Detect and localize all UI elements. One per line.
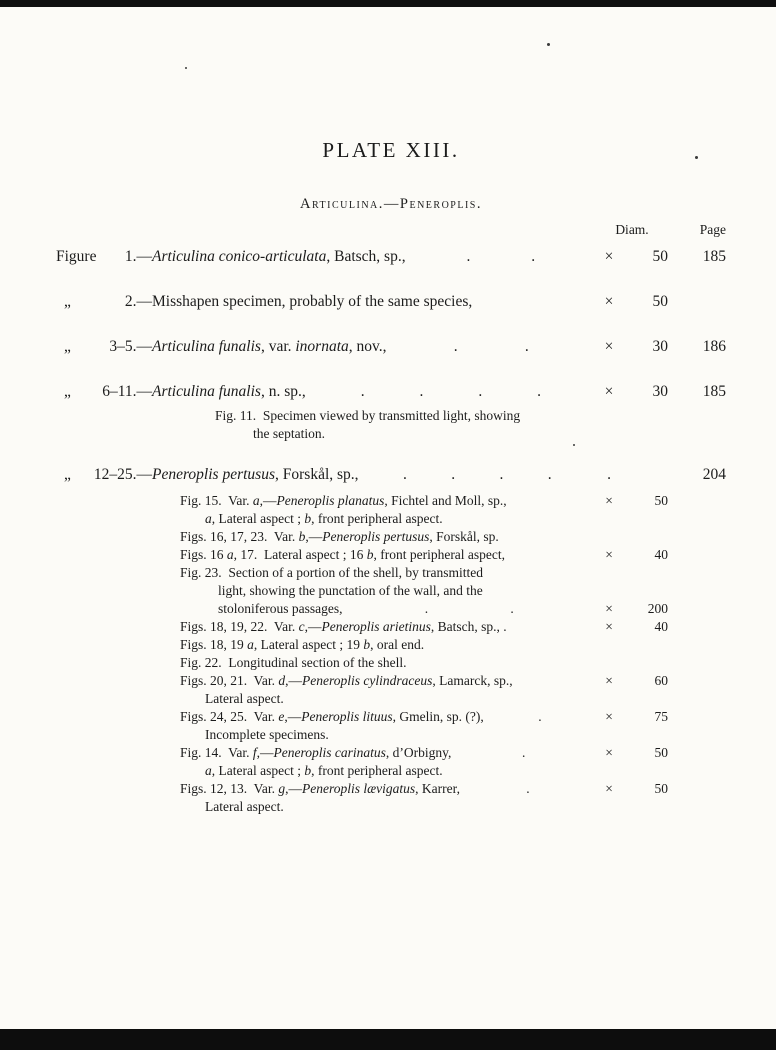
diameter-value: 75 bbox=[654, 709, 668, 724]
figure-number: 2.— bbox=[124, 293, 152, 310]
species-name: b bbox=[298, 529, 306, 544]
species-name: a bbox=[226, 547, 234, 562]
leader-dots bbox=[484, 708, 596, 726]
entry-text bbox=[218, 600, 342, 618]
sub-entry-row bbox=[56, 546, 726, 564]
entry-label: „ bbox=[64, 466, 71, 483]
text-segment: light, showing the punctation of the wall, and the bbox=[218, 583, 483, 598]
entry-text bbox=[205, 798, 284, 816]
multiplication-sign: × bbox=[604, 383, 614, 400]
text-segment: stoloniferous passages, bbox=[218, 601, 343, 616]
entry-text bbox=[180, 618, 507, 636]
leader-dot: . bbox=[547, 466, 552, 483]
text-segment: Figs. 24, 25. Var. bbox=[180, 709, 279, 724]
multiplication-sign: × bbox=[605, 619, 613, 634]
entry-label: „ bbox=[64, 383, 71, 400]
text-segment: ,— bbox=[305, 529, 323, 544]
entry-text bbox=[152, 292, 472, 311]
species-name: Peneroplis lituus bbox=[301, 709, 393, 724]
scan-edge-bar-bottom bbox=[0, 1029, 776, 1050]
page-column-header: Page bbox=[699, 222, 726, 237]
species-name: Articulina funalis bbox=[152, 338, 261, 355]
leader-dot: . bbox=[478, 383, 483, 400]
sub-entry-row bbox=[56, 762, 726, 780]
text-segment: , Lateral aspect ; bbox=[211, 511, 305, 526]
text-segment: ,— bbox=[304, 619, 322, 634]
sub-entry-row bbox=[56, 510, 726, 528]
species-name: Peneroplis pertusus bbox=[152, 466, 275, 483]
multiplication-sign: × bbox=[604, 338, 614, 355]
entry-text bbox=[180, 492, 507, 510]
text-segment: Figs. 18, 19, 22. Var. bbox=[180, 619, 299, 634]
leader-dot: . bbox=[522, 745, 526, 760]
species-name: a bbox=[205, 763, 212, 778]
multiplication-sign: × bbox=[605, 709, 613, 724]
entry-text bbox=[152, 465, 359, 484]
text-segment: ,— bbox=[285, 673, 303, 688]
entry-text bbox=[180, 708, 484, 726]
figure-list bbox=[56, 247, 726, 816]
sub-entry-row bbox=[56, 672, 726, 690]
multiplication-sign: × bbox=[605, 673, 613, 688]
sub-entry-row bbox=[56, 780, 726, 798]
figure-note-row bbox=[56, 407, 726, 425]
text-segment: Incomplete specimens. bbox=[205, 727, 329, 742]
text-segment: the septation. bbox=[253, 426, 325, 441]
leader-dot: . bbox=[537, 383, 542, 400]
leader-dot: . bbox=[531, 248, 536, 265]
multiplication-sign: × bbox=[605, 547, 613, 562]
text-segment: Figs. 16, 17, 23. Var. bbox=[180, 529, 299, 544]
leader-dots bbox=[342, 600, 596, 618]
column-header-spacer bbox=[56, 222, 596, 238]
sub-entry-row bbox=[56, 528, 726, 546]
text-segment: , Lateral aspect ; 19 bbox=[253, 637, 364, 652]
text-segment: Figs. 16 bbox=[180, 547, 227, 562]
diameter-value: 60 bbox=[654, 673, 668, 688]
text-segment: , Batsch, sp., bbox=[326, 248, 406, 265]
text-segment: , Fichtel and Moll, sp., bbox=[384, 493, 507, 508]
leader-dot: . bbox=[453, 338, 458, 355]
leader-dots bbox=[406, 247, 596, 266]
text-segment: ,— bbox=[256, 745, 274, 760]
page-number: 185 bbox=[702, 383, 726, 400]
species-name: Peneroplis lævigatus bbox=[302, 781, 416, 796]
leader-dot: . bbox=[510, 601, 514, 616]
species-name: b bbox=[363, 637, 371, 652]
text-segment: Misshapen specimen, probably of the same species, bbox=[152, 293, 473, 310]
leader-dot: . bbox=[451, 466, 456, 483]
sub-entry-row bbox=[56, 690, 726, 708]
leader-dot: . bbox=[499, 466, 504, 483]
text-segment: ,— bbox=[284, 709, 302, 724]
species-name: g bbox=[278, 781, 286, 796]
leader-dot: . bbox=[524, 338, 529, 355]
leader-dots bbox=[387, 337, 596, 356]
entry-text bbox=[218, 582, 483, 600]
text-segment: , Batsch, sp., . bbox=[430, 619, 507, 634]
text-segment: Fig. 22. Longitudinal section of the shell. bbox=[180, 655, 407, 670]
text-segment: Figs. 18, 19 bbox=[180, 637, 248, 652]
leader-dots bbox=[451, 744, 596, 762]
multiplication-sign: × bbox=[604, 248, 614, 265]
text-segment: Lateral aspect. bbox=[205, 691, 284, 706]
entry-text bbox=[205, 690, 284, 708]
multiplication-sign: × bbox=[605, 781, 613, 796]
diameter-value: 200 bbox=[647, 601, 668, 616]
text-segment: , front peripheral aspect, bbox=[373, 547, 506, 562]
text-segment: , Forskål, sp. bbox=[429, 529, 499, 544]
entry-text bbox=[152, 337, 387, 356]
diameter-value: 30 bbox=[652, 383, 668, 400]
entry-label: „ bbox=[64, 338, 71, 355]
diameter-value: 50 bbox=[654, 493, 668, 508]
diameter-value: 50 bbox=[652, 248, 668, 265]
text-segment: , oral end. bbox=[370, 637, 425, 652]
sub-entry-row bbox=[56, 564, 726, 582]
diameter-value: 50 bbox=[654, 781, 668, 796]
text-segment: , Forskål, sp., bbox=[275, 466, 359, 483]
entry-text bbox=[152, 382, 306, 401]
species-name: a bbox=[205, 511, 212, 526]
text-segment: Figs. 20, 21. Var. bbox=[180, 673, 279, 688]
figure-number: 6–11.— bbox=[102, 383, 152, 400]
text-segment: Fig. 23. Section of a portion of the shell, by transmitted bbox=[180, 565, 483, 580]
entry-text bbox=[180, 546, 505, 564]
entry-text bbox=[205, 762, 443, 780]
text-segment: ,— bbox=[285, 781, 303, 796]
column-headers bbox=[56, 222, 726, 238]
leader-dot: . bbox=[402, 466, 407, 483]
text-segment: , 17. Lateral aspect ; 16 bbox=[233, 547, 367, 562]
page-number: 204 bbox=[702, 466, 726, 483]
text-segment: , front peripheral aspect. bbox=[311, 763, 443, 778]
sub-entry-row bbox=[56, 708, 726, 726]
text-segment: , Lateral aspect ; bbox=[211, 763, 305, 778]
figure-number: 1.— bbox=[124, 248, 152, 265]
species-name: Articulina funalis bbox=[152, 383, 261, 400]
entry-text bbox=[180, 672, 513, 690]
figure-number: 3–5.— bbox=[109, 338, 152, 355]
text-segment: , nov., bbox=[348, 338, 387, 355]
multiplication-sign: × bbox=[605, 745, 613, 760]
entry-text bbox=[152, 247, 406, 266]
multiplication-sign: × bbox=[605, 493, 613, 508]
figure-note-row bbox=[56, 425, 726, 443]
plate-subtitle: Articulina.—Peneroplis. bbox=[300, 196, 482, 212]
sub-entry-row bbox=[56, 798, 726, 816]
leader-dot: . bbox=[466, 248, 471, 265]
text-segment: Fig. 11. Specimen viewed by transmitted light, showing bbox=[215, 408, 521, 423]
text-segment: , var. bbox=[260, 338, 296, 355]
leader-dots bbox=[359, 465, 596, 484]
text-segment: Fig. 14. Var. bbox=[180, 745, 253, 760]
leader-dot: . bbox=[360, 383, 365, 400]
species-name: Peneroplis planatus bbox=[276, 493, 385, 508]
entry-text bbox=[180, 654, 406, 672]
species-name: c bbox=[298, 619, 305, 634]
text-segment: , d’Orbigny, bbox=[385, 745, 452, 760]
figure-entry-row bbox=[56, 292, 726, 311]
diameter-value: 40 bbox=[654, 619, 668, 634]
species-name: Peneroplis cylindraceus bbox=[302, 673, 433, 688]
species-name: Articulina conico-articulata bbox=[152, 248, 327, 265]
figure-entry-row bbox=[56, 465, 726, 484]
species-name: b bbox=[366, 547, 374, 562]
species-name: a bbox=[247, 637, 254, 652]
diameter-value: 50 bbox=[654, 745, 668, 760]
species-name: a bbox=[252, 493, 260, 508]
sub-entry-row bbox=[56, 744, 726, 762]
entry-text bbox=[180, 636, 424, 654]
text-segment: Fig. 15. Var. bbox=[180, 493, 253, 508]
species-name: b bbox=[304, 511, 312, 526]
multiplication-sign: × bbox=[605, 601, 613, 616]
text-segment: , front peripheral aspect. bbox=[311, 511, 443, 526]
text-segment: , Lamarck, sp., bbox=[432, 673, 513, 688]
species-name: f bbox=[252, 745, 257, 760]
text-segment: , Gmelin, sp. (?), bbox=[392, 709, 484, 724]
entry-text bbox=[180, 564, 483, 582]
species-name: d bbox=[278, 673, 286, 688]
figure-entry-row bbox=[56, 247, 726, 266]
leader-dots bbox=[306, 382, 596, 401]
species-name: b bbox=[304, 763, 312, 778]
leader-dots bbox=[460, 780, 596, 798]
entry-text bbox=[180, 528, 499, 546]
plate-title: PLATE XIII. bbox=[322, 138, 460, 162]
entry-label: „ bbox=[64, 293, 71, 310]
sub-entry-row bbox=[56, 654, 726, 672]
leader-dot: . bbox=[538, 709, 542, 724]
page-number: 185 bbox=[702, 248, 726, 265]
page-number: 186 bbox=[702, 338, 726, 355]
text-segment: ,— bbox=[259, 493, 277, 508]
entry-text bbox=[180, 744, 451, 762]
species-name: Peneroplis carinatus bbox=[273, 745, 386, 760]
entry-text bbox=[205, 510, 443, 528]
sub-entry-row bbox=[56, 726, 726, 744]
diameter-value: 40 bbox=[654, 547, 668, 562]
entry-label: Figure bbox=[56, 248, 97, 265]
species-name: Peneroplis pertusus bbox=[322, 529, 430, 544]
figure-number: 12–25.— bbox=[93, 466, 152, 483]
entry-text bbox=[205, 726, 329, 744]
sub-entry-row bbox=[56, 618, 726, 636]
species-name: inornata bbox=[295, 338, 349, 355]
entry-text bbox=[253, 425, 325, 443]
entry-text bbox=[180, 780, 460, 798]
multiplication-sign: × bbox=[604, 293, 614, 310]
sub-entry-row bbox=[56, 492, 726, 510]
figure-entry-row bbox=[56, 382, 726, 401]
diameter-value: 50 bbox=[652, 293, 668, 310]
entry-text bbox=[215, 407, 520, 425]
text-segment: Figs. 12, 13. Var. bbox=[180, 781, 279, 796]
diam-column-header: Diam. bbox=[615, 222, 649, 237]
species-name: Peneroplis arietinus bbox=[321, 619, 431, 634]
diameter-value: 30 bbox=[652, 338, 668, 355]
leader-dot: . bbox=[419, 383, 424, 400]
sub-entry-row bbox=[56, 582, 726, 600]
text-segment: Lateral aspect. bbox=[205, 799, 284, 814]
sub-entry-row bbox=[56, 600, 726, 618]
leader-dot: . bbox=[526, 781, 530, 796]
multiplication-sign: . bbox=[607, 466, 611, 483]
figure-entry-row bbox=[56, 337, 726, 356]
page-content bbox=[56, 0, 726, 816]
sub-entry-row bbox=[56, 636, 726, 654]
leader-dot: . bbox=[424, 601, 429, 616]
species-name: e bbox=[278, 709, 285, 724]
text-segment: , Karrer, bbox=[415, 781, 460, 796]
text-segment: , n. sp., bbox=[260, 383, 306, 400]
